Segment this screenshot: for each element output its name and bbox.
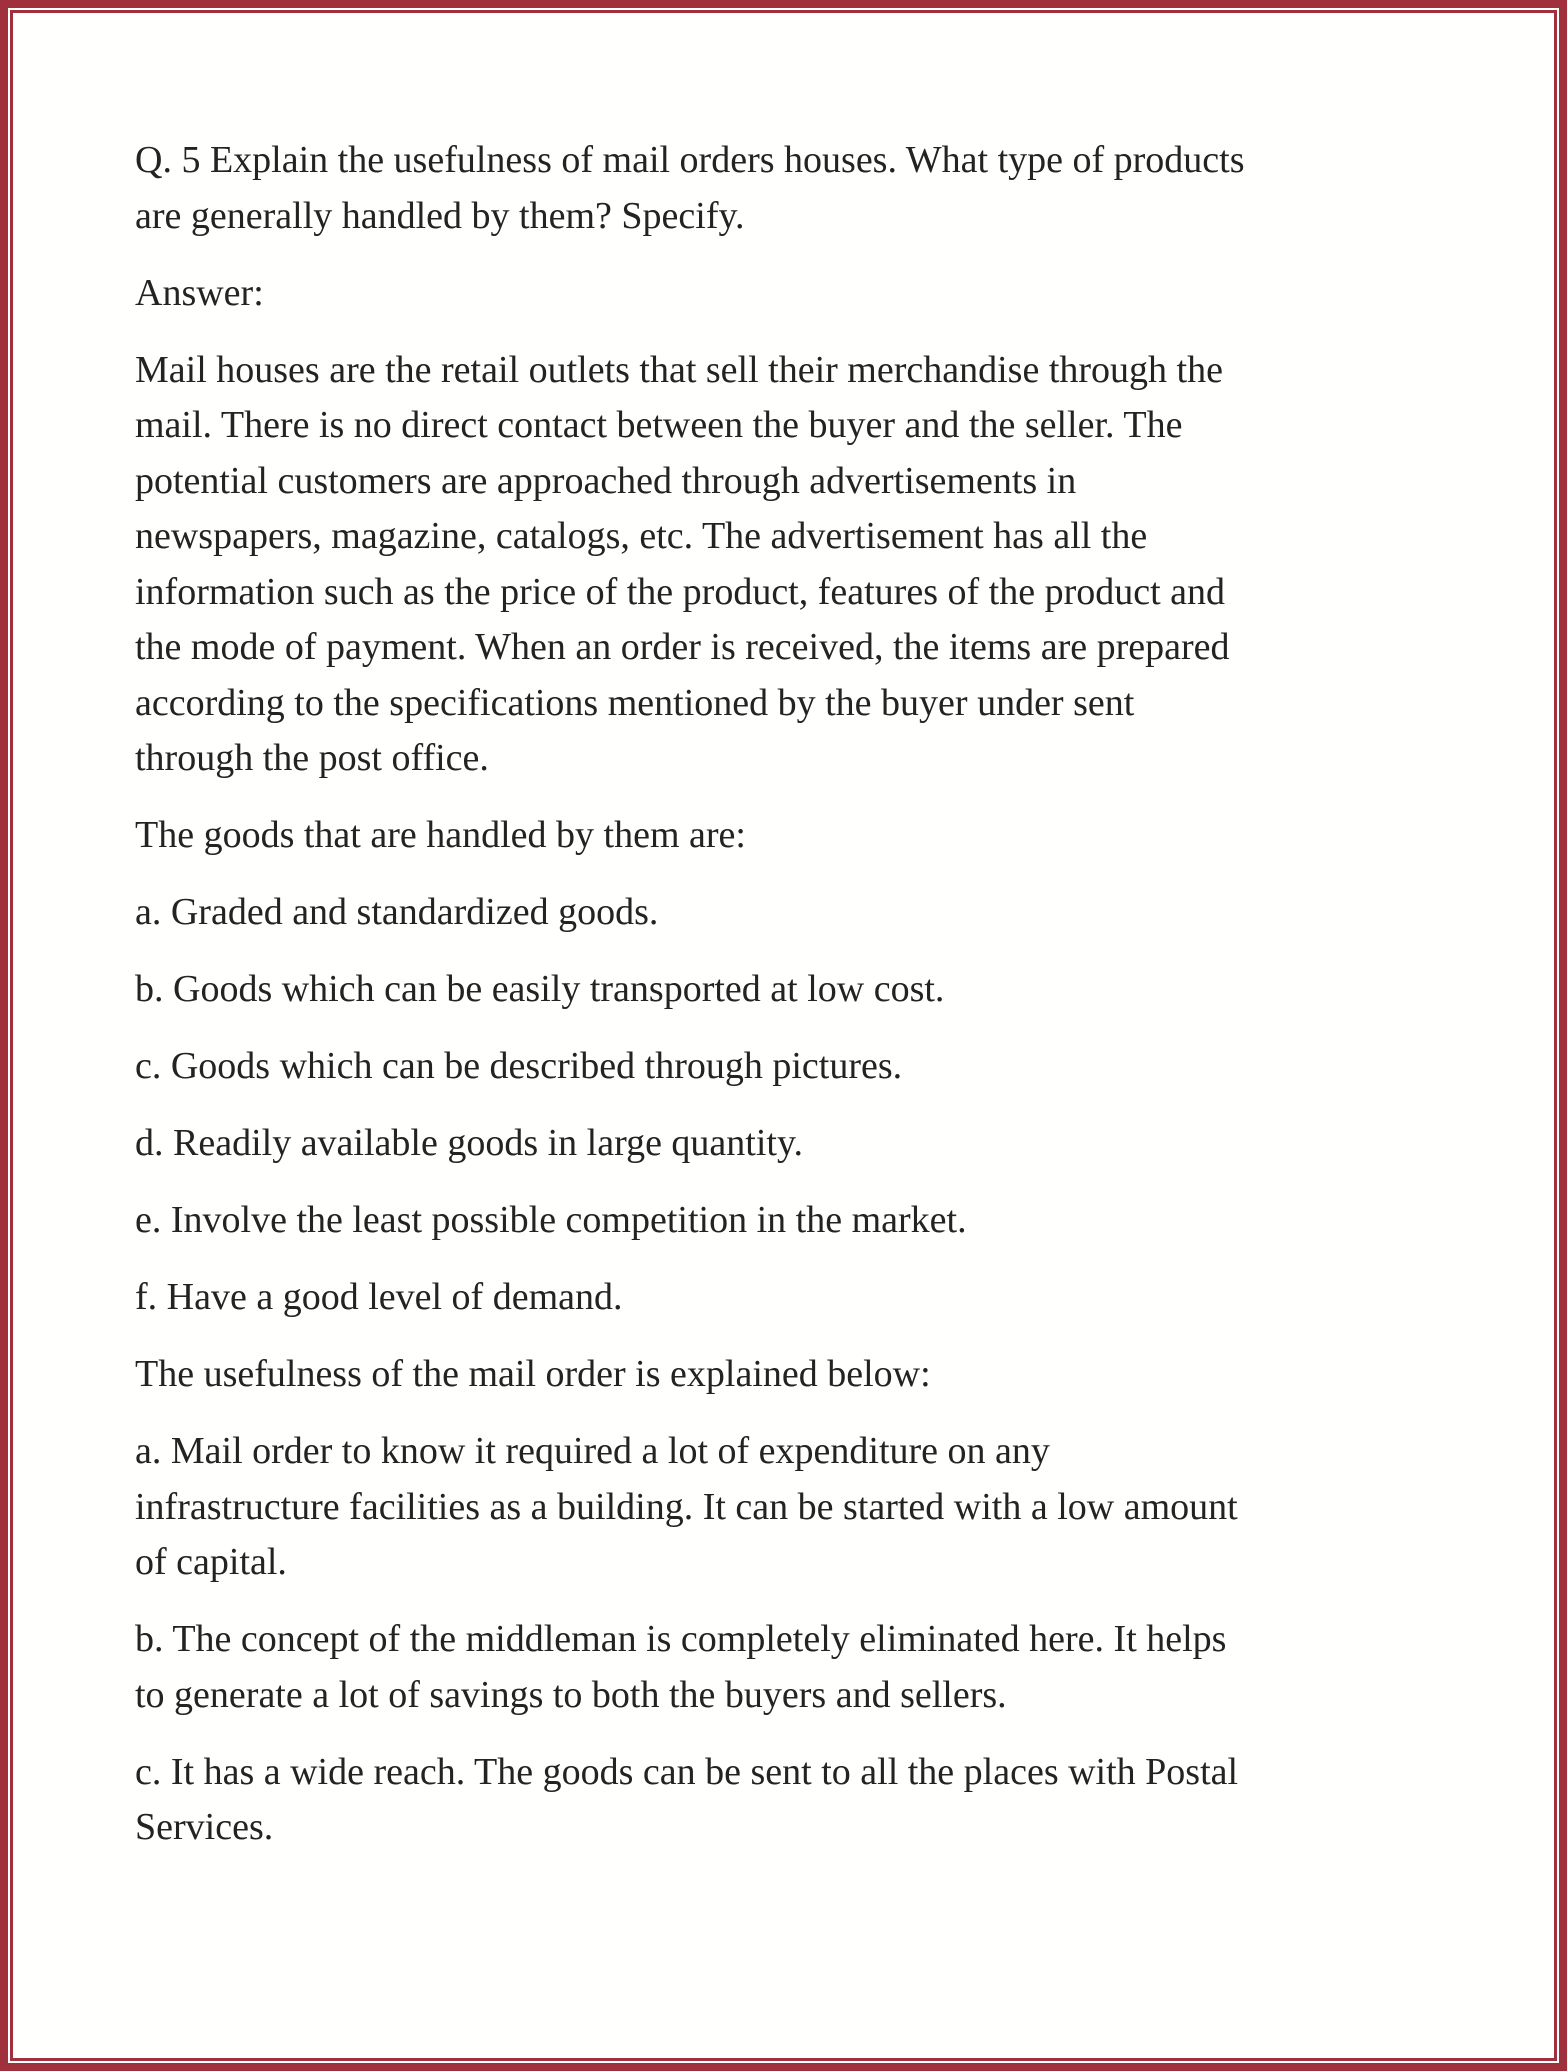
text-line: Services. [135,1806,274,1848]
goods-item [135,1270,1455,1326]
text-line: mail. There is no direct contact between the buyer and the seller. The [135,404,1183,446]
text-line: a. Mail order to know it required a lot of expenditure on any [135,1430,1050,1472]
text-line: The goods that are handled by them are: [135,814,746,856]
usefulness-heading [135,1347,1455,1403]
text-line: to generate a lot of savings to both the buyers and sellers. [135,1673,1007,1716]
text-line: a. Graded and standardized goods. [135,891,659,933]
text-line: The usefulness of the mail order is explained below: [135,1353,931,1395]
goods-item [135,1116,1455,1172]
text-line: the mode of payment. When an order is received, the items are prepared [135,626,1230,668]
usefulness-item [135,1424,1455,1591]
question [135,133,1455,244]
text-line: Q. 5 Explain the usefulness of mail orders houses. What type of products [135,139,1245,181]
text-line: through the post office. [135,737,489,779]
usefulness-item [135,1745,1455,1856]
text-line: b. The concept of the middleman is completely eliminated here. It helps [135,1618,1227,1660]
text-line: c. Goods which can be described through pictures. [135,1045,903,1087]
intro-paragraph [135,343,1455,787]
text-line: d. Readily available goods in large quantity. [135,1122,804,1164]
text-line: f. Have a good level of demand. [135,1276,623,1318]
answer-label [135,266,1455,322]
document-body [135,133,1455,1877]
text-line: Answer: [135,271,264,314]
goods-item [135,1039,1455,1095]
text-line: are generally handled by them? Specify. [135,194,745,237]
goods-item [135,1193,1455,1249]
text-line: infrastructure facilities as a building. It can be started with a low amount [135,1485,1238,1528]
text-line: according to the specifications mentioned by the buyer under sent [135,681,1135,724]
text-line: information such as the price of the product, features of the product and [135,570,1226,613]
goods-item [135,962,1455,1018]
text-line: newspapers, magazine, catalogs, etc. The advertisement has all the [135,515,1148,557]
text-line: b. Goods which can be easily transported at low cost. [135,968,945,1010]
text-line: potential customers are approached through advertisements in [135,459,1077,502]
text-line: c. It has a wide reach. The goods can be sent to all the places with Postal [135,1750,1239,1793]
text-line: of capital. [135,1541,287,1583]
usefulness-item [135,1612,1455,1723]
goods-heading [135,808,1455,864]
text-line: e. Involve the least possible competition in the market. [135,1199,967,1241]
text-line: Mail houses are the retail outlets that sell their merchandise through the [135,348,1223,391]
goods-item [135,885,1455,941]
